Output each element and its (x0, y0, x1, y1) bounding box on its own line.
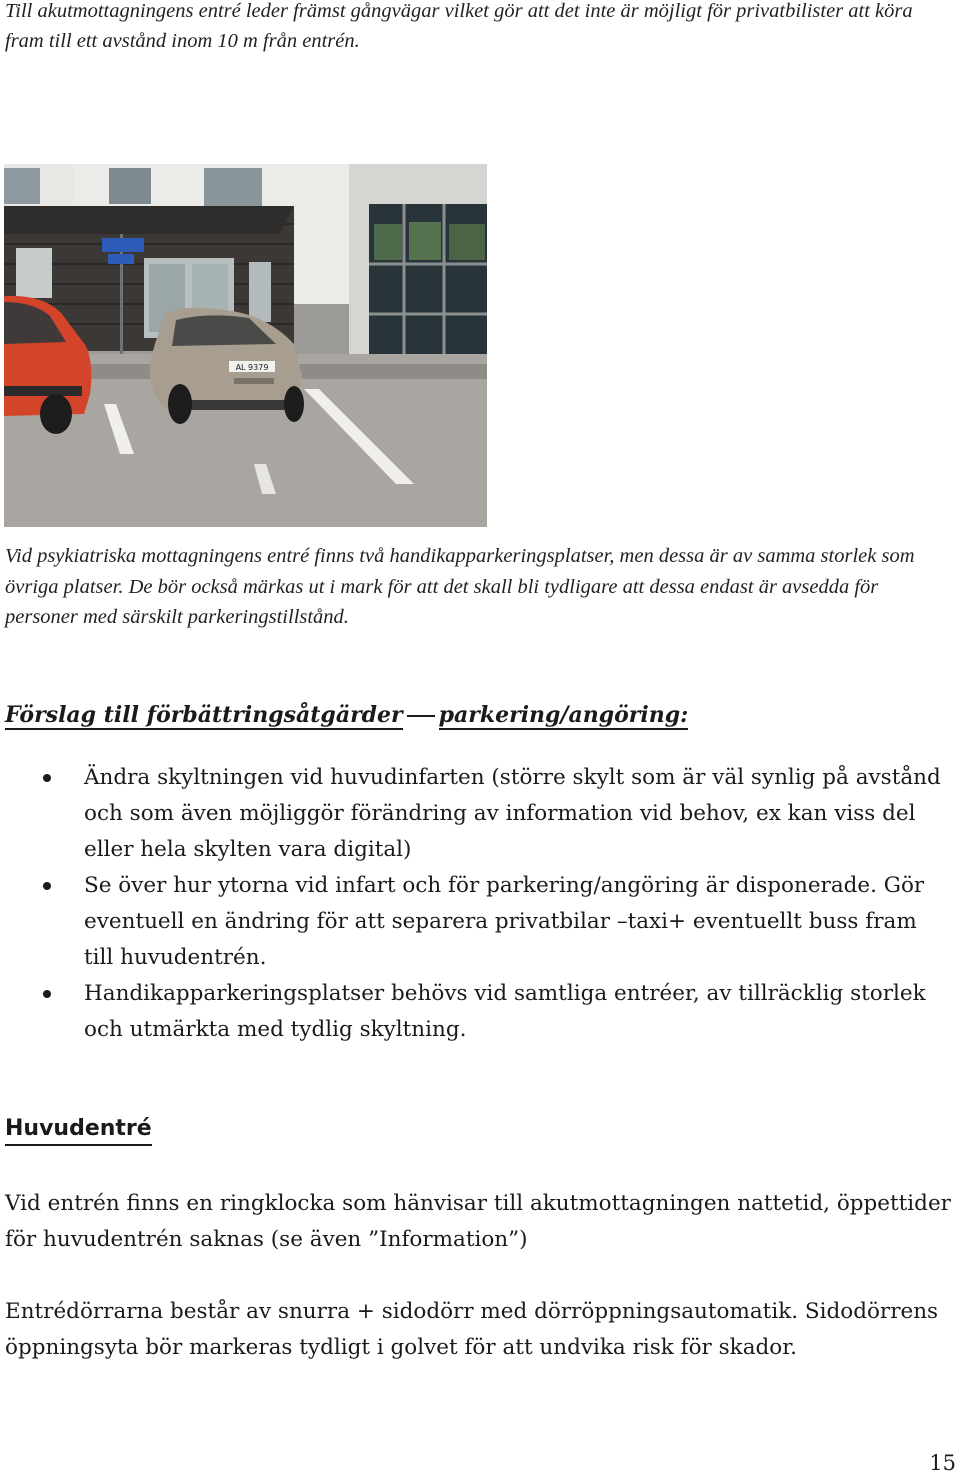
photo-caption: Vid psykiatriska mottagningens entré finns två handikapparkeringsplatser, men dessa är av samma storlek som övriga platser. De bör också märkas ut i mark för att det skall bli tydligare att dessa endast är avsedda för personer med särskilt parkeringstillstånd. (5, 545, 915, 628)
proposal-heading (5, 697, 955, 733)
bullet-icon (43, 774, 51, 782)
section-heading: Huvudentré (5, 1114, 152, 1146)
list-item-text: Handikapparkeringsplatser behövs vid samtliga entréer, av tillräcklig storlek och utmärkta med tydlig skyltning. (84, 981, 926, 1042)
bullet-icon (43, 990, 51, 998)
license-plate: AL 9379 (235, 363, 269, 372)
proposal-heading-topic: parkering/angöring: (438, 702, 689, 728)
bullet-icon (43, 882, 51, 890)
paragraph-doors: Entrédörrarna består av snurra + sidodörr med dörröppningsautomatik. Sidodörrens öppningsyta bör markeras tydligt i golvet för att undvika risk för skador. (5, 1299, 939, 1360)
proposal-list (0, 760, 960, 1048)
page-number: 15 (929, 1451, 956, 1475)
list-item (0, 868, 952, 976)
heading-dash (407, 715, 435, 717)
list-item-text: Ändra skyltningen vid huvudinfarten (större skylt som är väl synlig på avstånd och som även möjliggör förändring av information vid behov, ex kan viss del eller hela skylten vara digital) (84, 765, 941, 862)
list-item (0, 976, 952, 1048)
paragraph-bell: Vid entrén finns en ringklocka som hänvisar till akutmottagningen nattetid, öppettider för huvudentrén saknas (se även ”Information”) (5, 1191, 951, 1252)
intro-paragraph: Till akutmottagningens entré leder främst gångvägar vilket gör att det inte är möjligt för privatbilister att köra fram till ett avstånd inom 10 m från entrén. (5, 0, 913, 52)
list-item-text: Se över hur ytorna vid infart och för parkering/angöring är disponerade. Gör eventuell en ändring för att separera privatbilar –taxi+ eventuellt buss fram till huvudentrén. (84, 873, 925, 970)
proposal-heading-main: Förslag till förbättringsåtgärder (5, 702, 403, 728)
parking-photo (4, 164, 487, 527)
list-item (0, 760, 952, 868)
